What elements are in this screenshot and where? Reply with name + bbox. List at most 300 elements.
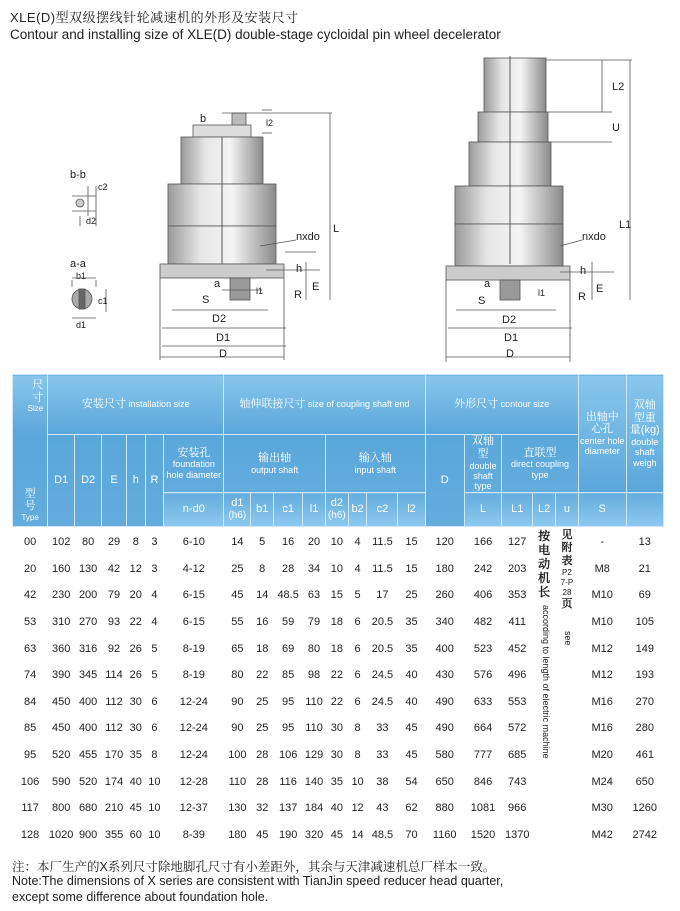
value-cell: 12-24 [179,749,208,762]
value-cell: 12-24 [179,695,208,708]
value-cell: 18 [256,642,269,655]
value-cell: 180 [228,828,247,841]
value-cell: 22 [330,695,343,708]
value-cell: 966 [508,802,527,815]
label-E: E [312,281,320,293]
col-c2: c2 [367,493,398,527]
type-cell: 42 [23,589,37,602]
type-label-en: Type [21,512,39,522]
col-b2: b2 [348,493,367,527]
col-L: L [464,493,501,527]
value-cell: 12 [351,802,364,815]
u-note-cn2: 页 [561,598,573,610]
value-cell: 777 [473,749,493,762]
input-shaft-en: input shaft [354,464,396,475]
label-L2: L2 [612,81,625,93]
value-cell: 5 [354,589,361,602]
value-cell: 400 [78,722,98,735]
value-cell: 40 [405,669,418,682]
value-cell: 40 [405,695,418,708]
value-cell: 42 [107,562,121,575]
label-D-right: D [506,348,514,360]
value-cell: 48.5 [371,828,394,841]
value-cell: 62 [405,802,418,815]
input-shaft-cn: 输入轴 [358,452,392,464]
col-l1: l1 [303,493,326,527]
value-cell: 260 [435,589,454,602]
label-L: L [333,223,340,235]
value-cell: 45 [405,749,418,762]
label-a-right: a [484,278,491,290]
col-D: D [425,435,464,527]
value-cell: 340 [435,616,454,629]
value-cell: 114 [105,669,123,682]
value-cell: M8 [594,562,610,575]
value-cell: 43 [376,802,389,815]
value-cell: 2742 [632,828,657,841]
value-cell: 900 [78,828,98,841]
install-header-cn: 安装尺寸 [82,398,127,411]
note-english-line1: Note:The dimensions of X series are consistent with TianJin speed reducer head quarter, [12,874,504,888]
value-cell: 1081 [470,802,496,815]
value-cell: M12 [591,669,613,682]
col-d2: d2 [330,497,343,510]
value-cell: 3 [151,536,158,549]
value-cell: 13 [638,536,651,549]
value-cell: 16 [282,536,295,549]
value-cell: 8-19 [182,642,205,655]
col-l2: l2 [398,493,425,527]
dimension-drawings [0,46,680,372]
col-c1: c1 [274,493,303,527]
value-cell: 400 [435,642,454,655]
value-cell: 270 [635,695,654,708]
value-cell: 30 [330,722,343,735]
value-cell: 116 [279,775,297,788]
value-cell: 98 [307,669,321,682]
value-cell: 24.5 [371,669,394,682]
value-cell: 79 [307,616,321,629]
value-cell: 30 [129,695,142,708]
value-cell: 11.5 [372,562,393,575]
value-cell: 650 [635,775,654,788]
weight-cn: 双轴型重量(kg) [629,399,660,437]
contour-header-en: contour size [500,399,550,410]
value-cell: 102 [52,536,71,549]
label-D1-right: D1 [504,332,519,344]
value-cell: 12-24 [179,722,208,735]
label-d2: d2 [86,216,97,226]
col-D1: D1 [48,435,75,527]
value-cell: 112 [105,722,123,735]
value-cell: 6 [151,695,158,708]
value-cell: 105 [635,616,654,629]
value-cell: 450 [52,722,71,735]
table-row [13,527,664,556]
value-cell: 846 [473,775,493,788]
value-cell: 490 [435,722,454,735]
double-shaft-en: double shaft type [469,460,497,492]
value-cell: 100 [228,749,247,762]
u-note-cn1: 见附表 [561,529,573,567]
value-cell: 355 [104,828,124,841]
type-cell: 95 [23,749,37,762]
type-cell: 128 [20,828,40,841]
label-bb: b-b [70,169,86,181]
value-cell: 345 [78,669,98,682]
value-cell: 33 [376,749,389,762]
value-cell: 80 [231,669,244,682]
value-cell: 5 [151,669,158,682]
label-l1: l1 [256,286,264,296]
value-cell: 20 [307,536,321,549]
value-cell: 1160 [432,828,457,841]
value-cell: 310 [52,616,71,629]
value-cell: 390 [52,669,71,682]
value-cell: 26 [129,642,142,655]
value-cell: 92 [107,642,121,655]
value-cell: 80 [307,642,321,655]
type-cell: 85 [23,722,37,735]
col-R: R [145,435,164,527]
value-cell: 6-15 [182,616,205,629]
value-cell: 25 [256,722,269,735]
type-cell: 84 [23,695,37,708]
value-cell: 12 [129,562,142,575]
label-D2: D2 [212,313,227,325]
value-cell: 242 [473,562,493,575]
value-cell: 10 [330,562,343,575]
value-cell: 316 [78,642,98,655]
value-cell: 16 [256,616,269,629]
value-cell: 28 [256,775,269,788]
value-cell: 79 [107,589,121,602]
value-cell: 680 [78,802,98,815]
value-cell: 69 [638,589,651,602]
value-cell: 45 [330,828,343,841]
label-aa: a-a [70,258,86,270]
value-cell: 455 [78,749,98,762]
value-cell: 430 [435,669,454,682]
value-cell: 93 [107,616,121,629]
value-cell: 3 [151,562,158,575]
label-D2-right: D2 [502,314,517,326]
type-cell: 53 [23,616,37,629]
value-cell: 160 [52,562,71,575]
value-cell: 800 [52,802,71,815]
value-cell: 30 [330,749,343,762]
value-cell: 90 [231,722,244,735]
value-cell: M24 [591,775,613,788]
label-S: S [202,294,210,306]
value-cell: 25 [231,562,244,575]
col-L1: L1 [502,493,533,527]
value-cell: 1260 [632,802,657,815]
col-b1: b1 [251,493,274,527]
value-cell: 25 [256,695,269,708]
double-shaft-cn: 双轴型 [472,435,495,460]
type-cell: 106 [20,775,40,788]
col-d1: d1 [231,497,244,510]
value-cell: M10 [591,589,613,602]
value-cell: 12-28 [179,775,208,788]
value-cell: 11.5 [372,536,393,549]
value-cell: 14 [351,828,364,841]
value-cell: 184 [304,802,324,815]
value-cell: 270 [78,616,98,629]
value-cell: 190 [278,828,298,841]
title-chinese: XLE(D)型双级摆线针轮减速机的外形及安装尺寸 [10,10,299,25]
label-D1: D1 [216,332,231,344]
value-cell: 60 [129,828,142,841]
value-cell: 149 [635,642,654,655]
value-cell: 48.5 [277,589,299,602]
value-cell: 14 [231,536,244,549]
value-cell: 54 [405,775,418,788]
value-cell: 22 [129,616,142,629]
value-cell: 400 [78,695,98,708]
label-a: a [214,278,221,290]
value-cell: 69 [282,642,295,655]
value-cell: 520 [52,749,71,762]
value-cell: 28 [282,562,295,575]
label-D: D [219,348,227,360]
output-shaft-en: output shaft [251,464,299,475]
value-cell: 140 [304,775,324,788]
value-cell: 38 [376,775,389,788]
value-cell: 18 [330,642,343,655]
value-cell: 112 [105,695,123,708]
value-cell: 20.5 [371,616,394,629]
label-E-right: E [596,283,604,295]
value-cell: 110 [305,722,323,735]
value-cell: 120 [435,536,454,549]
value-cell: 29 [107,536,121,549]
value-cell: 743 [508,775,527,788]
value-cell: M10 [591,616,613,629]
value-cell: 200 [78,589,98,602]
value-cell: 490 [435,695,454,708]
value-cell: 10 [148,828,161,841]
value-cell: 70 [405,828,418,841]
value-cell: 572 [508,722,527,735]
value-cell: 35 [129,749,142,762]
type-cell: 74 [23,669,37,682]
value-cell: 15 [405,536,418,549]
value-cell: 127 [508,536,527,549]
value-cell: 8 [354,722,361,735]
value-cell: 685 [508,749,527,762]
value-cell: 452 [508,642,527,655]
label-d1: d1 [76,320,87,330]
value-cell: 193 [635,669,654,682]
value-cell: 33 [376,722,389,735]
note-chinese: 注：本厂生产的X系列尺寸除地脚孔尺寸有小差距外，其余与天津减速机总厂样本一致。 [12,860,496,874]
value-cell: 174 [104,775,124,788]
value-cell: 523 [473,642,493,655]
u-note-en: see [562,631,573,646]
value-cell: 30 [129,722,142,735]
value-cell: 1370 [504,828,530,841]
foundation-hole-cn: 安装孔 [177,446,211,459]
value-cell: 180 [435,562,454,575]
value-cell: 4 [354,562,361,575]
col-u: u [556,493,579,527]
note-english-line2: except some difference about foundation hole. [12,890,269,904]
direct-coupling-en: direct coupling type [511,459,570,480]
label-h-right: h [580,265,587,277]
type-cell: 00 [23,536,37,549]
value-cell: 129 [304,749,324,762]
value-cell: 633 [473,695,493,708]
center-hole-cn: 出轴中心孔 [585,410,619,436]
value-cell: 35 [405,616,418,629]
value-cell: - [600,536,605,549]
value-cell: 650 [435,775,454,788]
value-cell: 6 [354,669,361,682]
value-cell: 8 [354,749,361,762]
value-cell: 6 [151,722,158,735]
value-cell: 8 [259,562,266,575]
value-cell: 5 [151,642,158,655]
label-U: U [612,122,620,134]
col-n-d0: n-d0 [164,493,224,527]
value-cell: 580 [435,749,454,762]
value-cell: 40 [330,802,343,815]
value-cell: 230 [52,589,71,602]
value-cell: 45 [405,722,418,735]
value-cell: 406 [473,589,493,602]
value-cell: M16 [591,695,613,708]
l2-note-cn: 按电动机长 [538,529,551,599]
value-cell: 1020 [48,828,74,841]
value-cell: 95 [282,695,295,708]
value-cell: 28 [256,749,269,762]
u-merged-cell [556,527,579,849]
value-cell: M20 [591,749,613,762]
value-cell: M12 [591,642,613,655]
coupling-header-en: size of coupling shaft end [307,399,410,410]
value-cell: 4-12 [182,562,205,575]
label-S-right: S [478,295,486,307]
label-nxdo: nxdo [296,231,320,243]
value-cell: 130 [228,802,247,815]
size-label-en: Size [27,404,44,414]
value-cell: 6-15 [182,589,205,602]
u-note-pages: P27-P28 [560,568,574,597]
value-cell: 35 [330,775,343,788]
value-cell: 137 [278,802,298,815]
col-d1-h6: (h6) [228,510,247,522]
col-h: h [126,435,145,527]
value-cell: 411 [508,616,526,629]
install-header-en: installation size [128,399,190,410]
output-shaft-cn: 输出轴 [258,452,292,464]
value-cell: 20 [129,589,142,602]
value-cell: 320 [304,828,324,841]
value-cell: 280 [635,722,654,735]
value-cell: 880 [435,802,454,815]
type-cell: 117 [21,802,39,815]
label-R-right: R [578,291,586,303]
value-cell: 360 [52,642,71,655]
value-cell: 4 [151,616,158,629]
col-D2: D2 [75,435,102,527]
value-cell: 8 [151,749,158,762]
value-cell: 1520 [470,828,496,841]
value-cell: 10 [351,775,364,788]
type-cell: 63 [23,642,37,655]
value-cell: 21 [638,562,651,575]
value-cell: 106 [278,749,298,762]
label-c2: c2 [98,182,108,192]
value-cell: 4 [151,589,158,602]
value-cell: 461 [635,749,654,762]
value-cell: 450 [52,695,71,708]
value-cell: 520 [78,775,98,788]
value-cell: 6-10 [182,536,205,549]
value-cell: 34 [307,562,321,575]
value-cell: M42 [591,828,613,841]
value-cell: 18 [330,616,343,629]
value-cell: 10 [330,536,343,549]
reducer-drawing-right [446,56,632,362]
table-body [13,527,664,849]
coupling-header-cn: 轴伸联接尺寸 [239,398,306,411]
dimension-table [12,374,664,848]
value-cell: 45 [231,589,244,602]
value-cell: 166 [473,536,493,549]
value-cell: 4 [354,536,361,549]
value-cell: 10 [148,775,161,788]
value-cell: 25 [405,589,418,602]
value-cell: 664 [473,722,493,735]
center-hole-en: center hole diameter [579,435,625,457]
label-b1: b1 [76,271,87,281]
type-cell: 20 [23,562,37,575]
value-cell: M16 [591,722,613,735]
value-cell: 55 [231,616,244,629]
value-cell: 110 [228,775,247,788]
size-label-cn: 尺寸 [32,379,44,404]
value-cell: 35 [405,642,418,655]
foundation-hole-en: foundation hole diameter [166,459,222,480]
value-cell: 110 [305,695,323,708]
value-cell: 8 [132,536,139,549]
value-cell: 59 [282,616,295,629]
value-cell: 45 [129,802,142,815]
value-cell: 80 [82,536,95,549]
type-label-cn: 型号 [24,487,36,513]
label-l1-right: l1 [538,288,546,298]
col-d2-h6: (h6) [327,510,346,522]
value-cell: 15 [405,562,418,575]
value-cell: 496 [508,669,527,682]
value-cell: 14 [256,589,269,602]
value-cell: 353 [508,589,527,602]
value-cell: 12-37 [179,802,208,815]
value-cell: 95 [282,722,295,735]
value-cell: 8-39 [182,828,205,841]
value-cell: 22 [256,669,269,682]
value-cell: 15 [330,589,343,602]
value-cell: 5 [259,536,266,549]
value-cell: 576 [473,669,493,682]
value-cell: 482 [473,616,493,629]
value-cell: 130 [78,562,98,575]
value-cell: 170 [104,749,124,762]
l2-note-en: according to length of electric machine [540,605,551,759]
